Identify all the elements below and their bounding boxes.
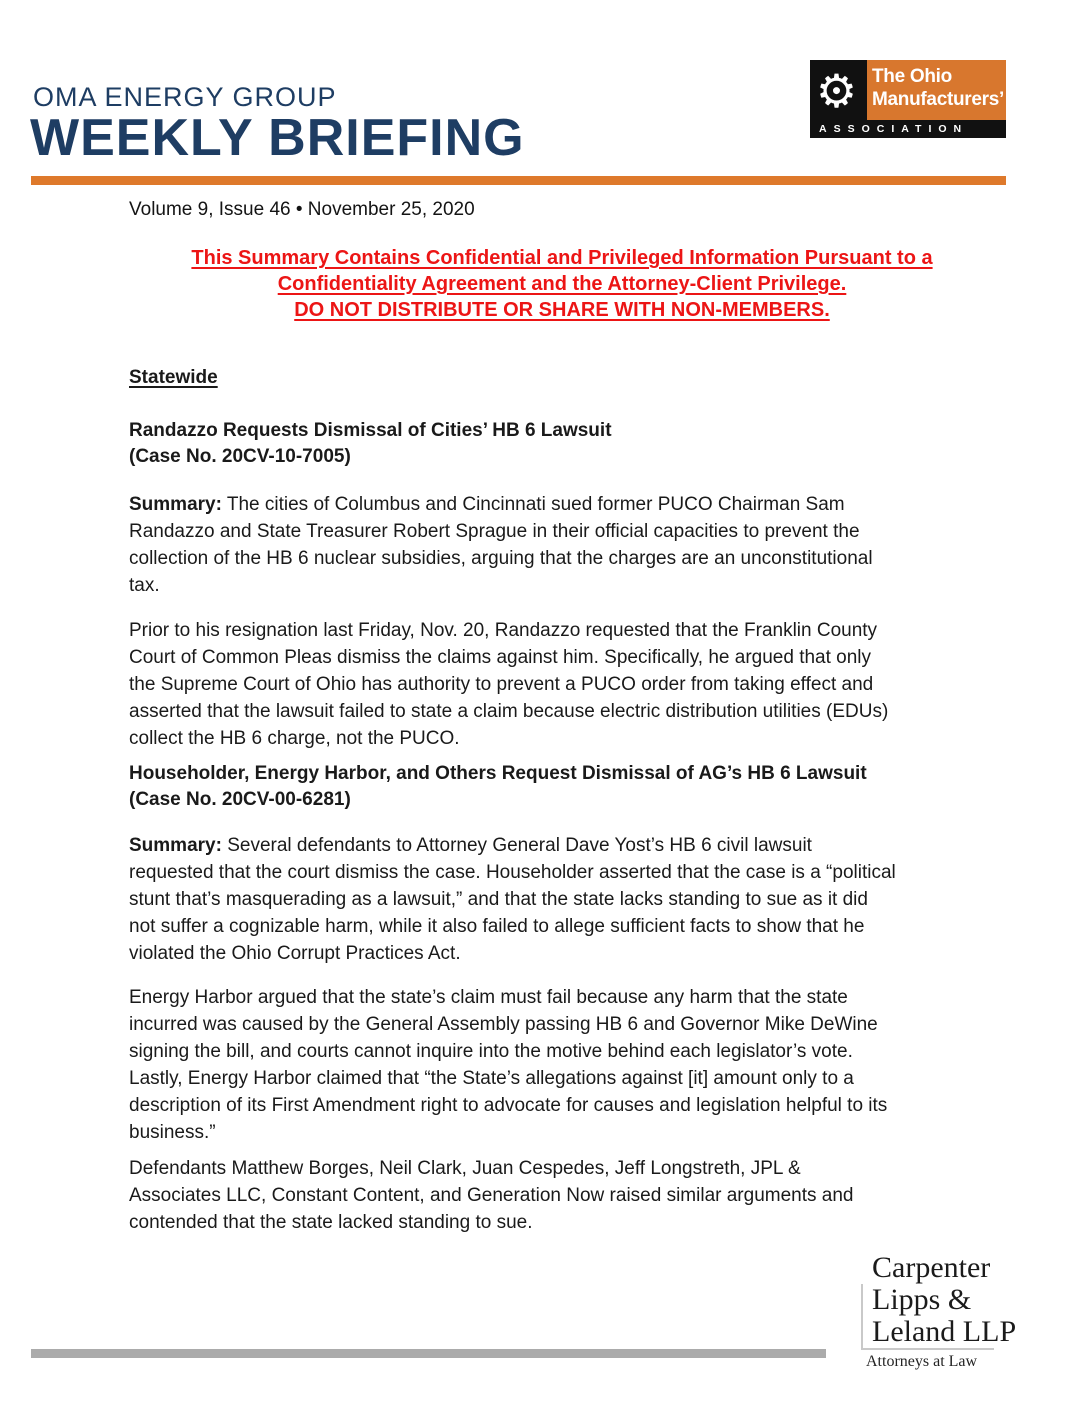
article2-title-line1: Householder, Energy Harbor, and Others Request Dismissal of AG’s HB 6 Lawsuit: [129, 763, 867, 784]
article1-title-line1: Randazzo Requests Dismissal of Cities’ HB 6 Lawsuit: [129, 420, 612, 441]
paragraph-line: signing the bill, and courts cannot inquire into the motive behind each legislator’s vote.: [129, 1041, 853, 1062]
paragraph-line: Associates LLC, Constant Content, and Generation Now raised similar arguments and: [129, 1185, 854, 1206]
paragraph-line: tax.: [129, 575, 160, 596]
paragraph-line: Energy Harbor argued that the state’s claim must fail because any harm that the state: [129, 987, 848, 1008]
article1-title-line2: (Case No. 20CV-10-7005): [129, 446, 351, 467]
firm-name-line2: Lipps &: [872, 1283, 972, 1316]
article2-paragraph3: [129, 1155, 854, 1236]
paragraph-line: Prior to his resignation last Friday, Nov. 20, Randazzo requested that the Franklin County: [129, 620, 878, 641]
oma-logo-line2: Manufacturers’: [872, 89, 1005, 110]
article2-paragraph2: [129, 984, 887, 1146]
gear-icon-box: [810, 60, 867, 120]
article1-summary-paragraph: [129, 491, 873, 599]
notice-line: Confidentiality Agreement and the Attorney-Client Privilege.: [277, 273, 847, 295]
paragraph-line: violated the Ohio Corrupt Practices Act.: [129, 943, 461, 964]
logo-horizontal-rule: [861, 1348, 994, 1350]
paragraph-line: the Supreme Court of Ohio has authority to prevent a PUCO order from taking effect and: [129, 674, 874, 695]
paragraph-line: business.”: [129, 1122, 216, 1143]
issue-date-line: Volume 9, Issue 46 • November 25, 2020: [129, 199, 475, 220]
article2-summary-paragraph: [129, 832, 896, 967]
paragraph-line: not suffer a cognizable harm, while it also failed to allege sufficient facts to show that he: [129, 916, 865, 937]
section-heading-statewide: Statewide: [129, 367, 218, 388]
paragraph-text: Several defendants to Attorney General Dave Yost’s HB 6 civil lawsuit: [221, 835, 812, 856]
article2-title-line2: (Case No. 20CV-00-6281): [129, 789, 351, 810]
firm-name-line1: Carpenter: [872, 1251, 991, 1284]
header-divider-rule: [31, 176, 1006, 185]
paragraph-line: Defendants Matthew Borges, Neil Clark, Juan Cespedes, Jeff Longstreth, JPL &: [129, 1158, 801, 1179]
paragraph-line: Lastly, Energy Harbor claimed that “the State’s allegations against [it] amount only to a: [129, 1068, 854, 1089]
article2-title: [129, 761, 867, 813]
gear-icon: ⚙: [815, 64, 858, 118]
newsletter-group-title: OMA ENERGY GROUP: [33, 82, 337, 112]
logo-vertical-rule: [861, 1284, 863, 1348]
notice-line: This Summary Contains Confidential and Privileged Information Pursuant to a: [191, 247, 933, 269]
paragraph-line: asserted that the lawsuit failed to state a claim because electric distribution utilities (EDUs): [129, 701, 889, 722]
paragraph-text: The cities of Columbus and Cincinnati sued former PUCO Chairman Sam: [221, 494, 845, 515]
oma-logo: [810, 60, 1006, 138]
confidentiality-notice: [129, 245, 995, 323]
carpenter-lipps-leland-logo: [855, 1250, 1045, 1380]
firm-name-line3: Leland LLP: [872, 1315, 1017, 1348]
summary-label: Summary:: [129, 835, 222, 856]
paragraph-line: description of its First Amendment right to advocate for causes and legislation helpful to its: [129, 1095, 888, 1116]
paragraph-line: requested that the court dismiss the case. Householder asserted that the case is a “political: [129, 862, 896, 883]
paragraph-line: [129, 832, 896, 859]
summary-label: Summary:: [129, 494, 222, 515]
oma-logo-line1: The Ohio: [872, 66, 952, 87]
paragraph-line: incurred was caused by the General Assembly passing HB 6 and Governor Mike DeWine: [129, 1014, 878, 1035]
notice-line: DO NOT DISTRIBUTE OR SHARE WITH NON-MEMBERS.: [294, 299, 830, 321]
oma-logo-text: [872, 65, 1004, 111]
paragraph-line: [129, 491, 873, 518]
oma-logo-banner: ASSOCIATION: [810, 120, 1006, 138]
article1-title: [129, 418, 612, 470]
firm-name: [872, 1252, 1016, 1348]
footer-divider-bar: [31, 1349, 826, 1358]
paragraph-line: collect the HB 6 charge, not the PUCO.: [129, 728, 460, 749]
paragraph-line: contended that the state lacked standing to sue.: [129, 1212, 533, 1233]
newsletter-title: WEEKLY BRIEFING: [30, 109, 525, 167]
firm-tagline: Attorneys at Law: [866, 1353, 978, 1370]
article1-paragraph2: [129, 617, 888, 752]
paragraph-line: Randazzo and State Treasurer Robert Sprague in their official capacities to prevent the: [129, 521, 860, 542]
paragraph-line: collection of the HB 6 nuclear subsidies, arguing that the charges are an unconstitutional: [129, 548, 873, 569]
paragraph-line: Court of Common Pleas dismiss the claims against him. Specifically, he argued that only: [129, 647, 872, 668]
paragraph-line: stunt that’s masquerading as a lawsuit,” and that the state lacks standing to sue as it did: [129, 889, 868, 910]
